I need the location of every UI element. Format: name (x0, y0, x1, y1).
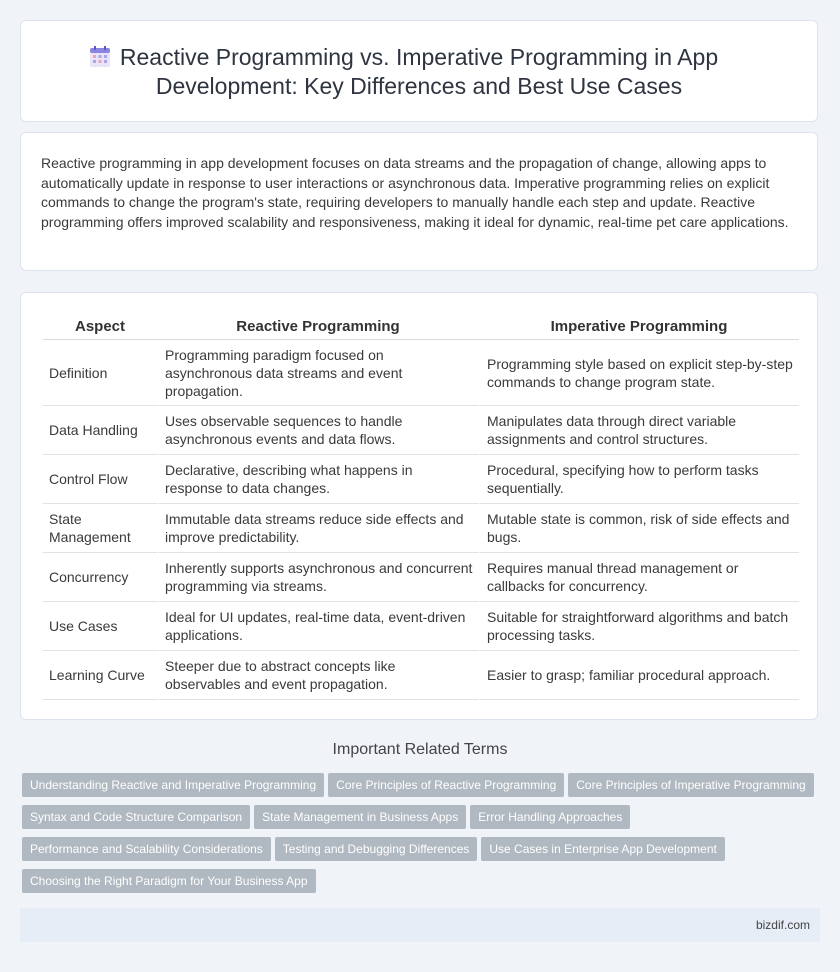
cell-reactive: Programming paradigm focused on asynchronous data streams and event propagation. (157, 340, 479, 406)
related-term-tag[interactable]: Use Cases in Enterprise App Development (481, 837, 724, 861)
related-term-tag[interactable]: Core Principles of Reactive Programming (328, 773, 564, 797)
intro-card (20, 132, 818, 271)
footer-site-link[interactable]: bizdif.com (755, 918, 810, 932)
related-terms-title: Important Related Terms (332, 741, 508, 758)
cell-aspect: State Management (43, 504, 157, 553)
cell-imperative: Easier to grasp; familiar procedural approach. (479, 651, 799, 700)
page-title-line-1: Reactive Programming vs. Imperative Programming in App (119, 44, 719, 70)
cell-reactive: Declarative, describing what happens in response to data changes. (157, 455, 479, 504)
cell-imperative: Manipulates data through direct variable assignments and control structures. (479, 406, 799, 455)
cell-reactive: Steeper due to abstract concepts like observables and event propagation. (157, 651, 479, 700)
header-reactive: Reactive Programming (157, 315, 479, 340)
cell-imperative: Programming style based on explicit step-by-step commands to change program state. (479, 340, 799, 406)
cell-reactive: Inherently supports asynchronous and concurrent programming via streams. (157, 553, 479, 602)
cell-imperative: Suitable for straightforward algorithms and batch processing tasks. (479, 602, 799, 651)
footer (20, 908, 820, 942)
cell-aspect: Learning Curve (43, 651, 157, 700)
related-term-tag[interactable]: State Management in Business Apps (254, 805, 466, 829)
cell-aspect: Use Cases (43, 602, 157, 651)
related-terms-list (22, 773, 822, 901)
cell-aspect: Data Handling (43, 406, 157, 455)
cell-imperative: Mutable state is common, risk of side effects and bugs. (479, 504, 799, 553)
related-term-tag[interactable]: Core Principles of Imperative Programming (568, 773, 813, 797)
cell-aspect: Control Flow (43, 455, 157, 504)
table-row (43, 602, 799, 651)
cell-reactive: Uses observable sequences to handle asynchronous events and data flows. (157, 406, 479, 455)
table-row (43, 651, 799, 700)
table-row (43, 406, 799, 455)
comparison-table-card (20, 292, 818, 720)
related-term-tag[interactable]: Understanding Reactive and Imperative Programming (22, 773, 324, 797)
related-term-tag[interactable]: Syntax and Code Structure Comparison (22, 805, 250, 829)
cell-imperative: Requires manual thread management or callbacks for concurrency. (479, 553, 799, 602)
cell-reactive: Immutable data streams reduce side effects and improve predictability. (157, 504, 479, 553)
related-term-tag[interactable]: Choosing the Right Paradigm for Your Business App (22, 869, 316, 893)
header-card (20, 20, 818, 122)
header-imperative: Imperative Programming (479, 315, 799, 340)
table-row (43, 340, 799, 406)
cell-imperative: Procedural, specifying how to perform tasks sequentially. (479, 455, 799, 504)
cell-aspect: Concurrency (43, 553, 157, 602)
intro-paragraph: Reactive programming in app development focuses on data streams and the propagation of change, allowing apps to automatically update in response to user interactions or asynchronous data. Imperative programming relies on explicit commands to change the program's state, requiring developers to manually handle each step and update. Reactive programming offers improved scalability and responsiveness, making it ideal for dynamic, real-time pet care applications. (41, 155, 789, 230)
page-title (21, 43, 817, 101)
cell-reactive: Ideal for UI updates, real-time data, event-driven applications. (157, 602, 479, 651)
table-header-row (43, 315, 799, 340)
table-row (43, 455, 799, 504)
related-term-tag[interactable]: Error Handling Approaches (470, 805, 630, 829)
related-term-tag[interactable]: Testing and Debugging Differences (275, 837, 478, 861)
header-aspect: Aspect (43, 315, 157, 340)
page-title-line-2: Development: Key Differences and Best Use Cases (155, 73, 683, 99)
comparison-table (43, 315, 799, 700)
related-term-tag[interactable]: Performance and Scalability Considerations (22, 837, 271, 861)
cell-aspect: Definition (43, 340, 157, 406)
table-row (43, 504, 799, 553)
table-row (43, 553, 799, 602)
